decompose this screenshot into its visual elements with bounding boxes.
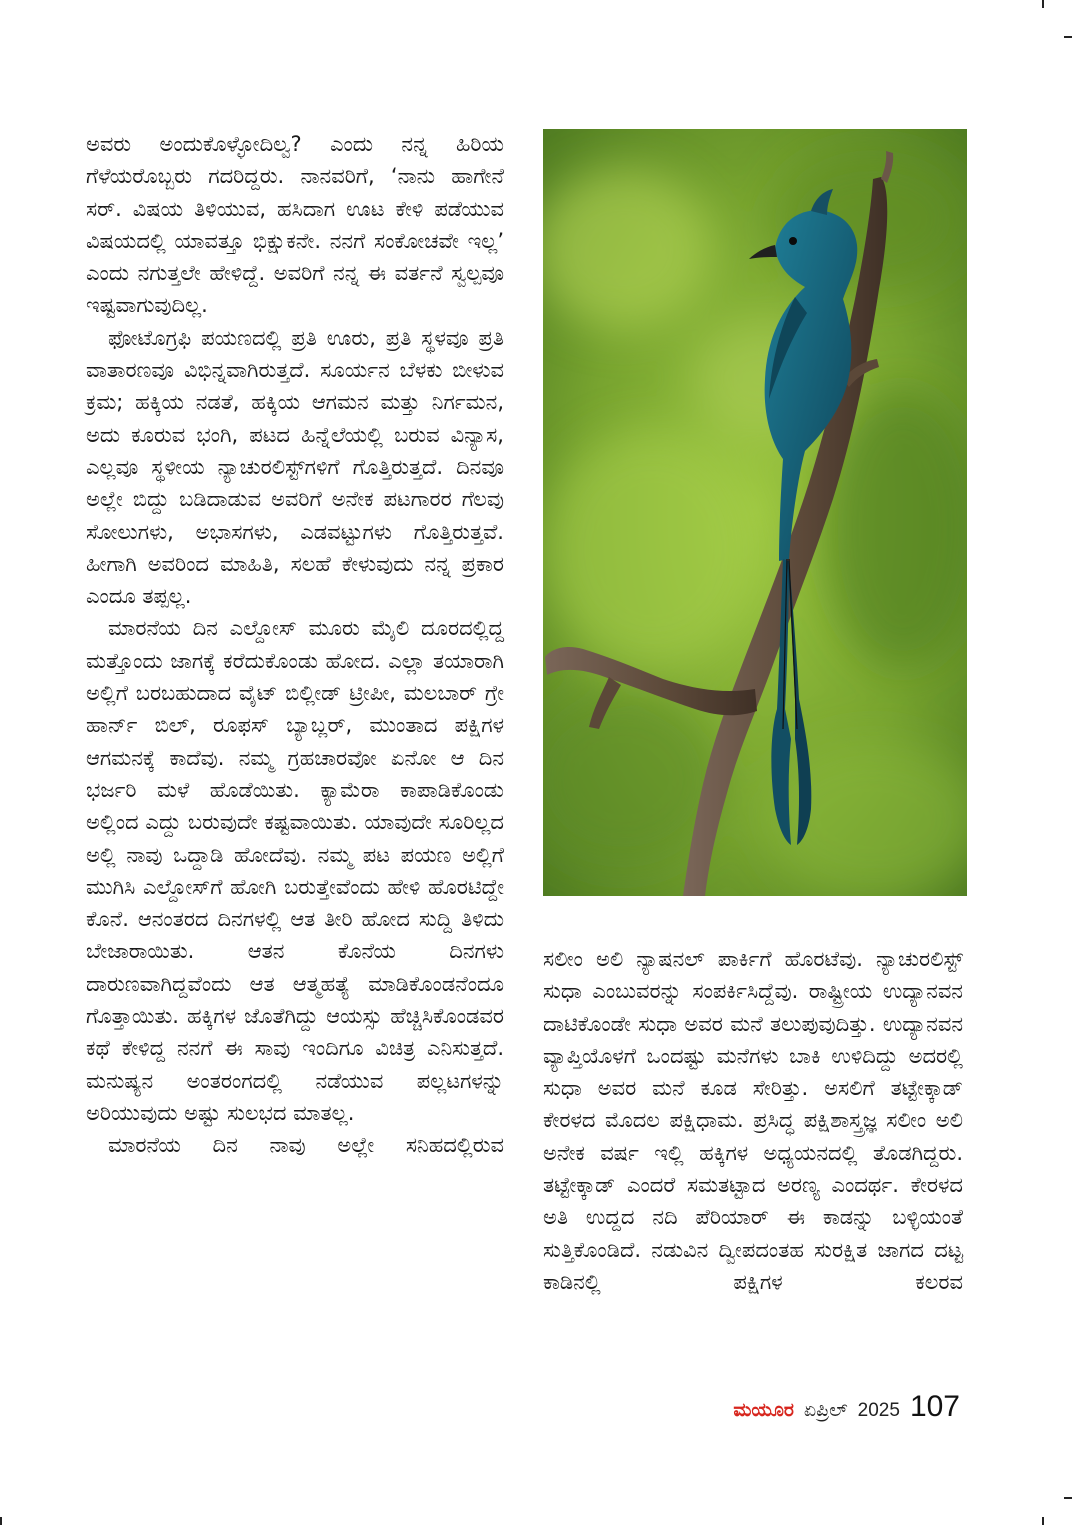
crop-mark [1042,1517,1044,1525]
footer [733,1390,960,1430]
paragraph: ಅವರು ಅಂದುಕೊಳ್ಳೋದಿಲ್ವ? ಎಂದು ನನ್ನ ಹಿರಿಯ ಗೆಳೆಯರೊಬ್ಬರು ಗದರಿದ್ದರು. ನಾನವರಿಗೆ, ‘ನಾನು ಹಾಗೇನೆ ಸರ್. ವಿಷಯ ತಿಳಿಯುವ, ಹಸಿದಾಗ ಊಟ ಕೇಳಿ ಪಡೆಯುವ ವಿಷಯದಲ್ಲಿ ಯಾವತ್ತೂ ಭಿಕ್ಷುಕನೇ. ನನಗೆ ಸಂಕೋಚವೇ ಇಲ್ಲ’ ಎಂದು ನಗುತ್ತಲೇ ಹೇಳಿದ್ದೆ. ಅವರಿಗೆ ನನ್ನ ಈ ವರ್ತನೆ ಸ್ವಲ್ಪವೂ ಇಷ್ಟವಾಗುವುದಿಲ್ಲ. [86,132,504,318]
paragraph: ಸಲೀಂ ಅಲಿ ನ್ಯಾಷನಲ್ ಪಾರ್ಕಿಗೆ ಹೊರಟೆವು. ನ್ಯಾಚುರಲಿಸ್ಟ್ ಸುಧಾ ಎಂಬುವರನ್ನು ಸಂಪರ್ಕಿಸಿದ್ದೆವು. ರಾಷ್ಟ್ರೀಯ ಉದ್ಯಾನವನ ದಾಟಿಕೊಂಡೇ ಸುಧಾ ಅವರ ಮನೆ ತಲುಪುವುದಿತ್ತು. ಉದ್ಯಾನವನ ವ್ಯಾಪ್ತಿಯೊಳಗೆ ಒಂದಷ್ಟು ಮನೆಗಳು ಬಾಕಿ ಉಳಿದಿದ್ದು ಅದರಲ್ಲಿ ಸುಧಾ ಅವರ ಮನೆ ಕೂಡ ಸೇರಿತ್ತು. ಅಸಲಿಗೆ ತಟ್ಟೇಕ್ಕಾಡ್ ಕೇರಳದ ಮೊದಲ ಪಕ್ಷಿಧಾಮ. ಪ್ರಸಿದ್ಧ ಪಕ್ಷಿಶಾಸ್ತ್ರಜ್ಞ ಸಲೀಂ ಅಲಿ ಅನೇಕ ವರ್ಷ ಇಲ್ಲಿ ಹಕ್ಕಿಗಳ ಅಧ್ಯಯನದಲ್ಲಿ ತೊಡಗಿದ್ದರು. ತಟ್ಟೇಕ್ಕಾಡ್ ಎಂದರೆ ಸಮತಟ್ಟಾದ ಅರಣ್ಯ ಎಂದರ್ಥ. ಕೇರಳದ ಅತಿ ಉದ್ದದ ನದಿ ಪೆರಿಯಾರ್ ಈ ಕಾಡನ್ನು ಬಳ್ಳಿಯಂತೆ ಸುತ್ತಿಕೊಂಡಿದೆ. ನಡುವಿನ ದ್ವೀಪದಂತಹ ಸುರಕ್ಷಿತ ಜಾಗದ ದಟ್ಟ ಕಾಡಿನಲ್ಲಿ ಪಕ್ಷಿಗಳ ಕಲರವ [543,947,963,1294]
crop-mark [0,1517,2,1525]
left-column [86,128,504,1162]
paragraph: ಫೋಟೊಗ್ರಫಿ ಪಯಣದಲ್ಲಿ ಪ್ರತಿ ಊರು, ಪ್ರತಿ ಸ್ಥಳವೂ ಪ್ರತಿ ವಾತಾರಣವೂ ವಿಭಿನ್ನವಾಗಿರುತ್ತದೆ. ಸೂರ್ಯನ ಬೆಳಕು ಬೀಳುವ ಕ್ರಮ; ಹಕ್ಕಿಯ ನಡತೆ, ಹಕ್ಕಿಯ ಆಗಮನ ಮತ್ತು ನಿರ್ಗಮನ, ಅದು ಕೂರುವ ಭಂಗಿ, ಪಟದ ಹಿನ್ನೆಲೆಯಲ್ಲಿ ಬರುವ ವಿನ್ಯಾಸ, ಎಲ್ಲವೂ ಸ್ಥಳೀಯ ನ್ಯಾಚುರಲಿಸ್ಟ್‌ಗಳಿಗೆ ಗೊತ್ತಿರುತ್ತದೆ. ದಿನವೂ ಅಲ್ಲೇ ಬಿದ್ದು ಬಡಿದಾಡುವ ಅವರಿಗೆ ಅನೇಕ ಪಟಗಾರರ ಗೆಲವು ಸೋಲುಗಳು, ಅಭಾಸಗಳು, ಎಡವಟ್ಟುಗಳು ಗೊತ್ತಿರುತ್ತವೆ. ಹೀಗಾಗಿ ಅವರಿಂದ ಮಾಹಿತಿ, ಸಲಹೆ ಕೇಳುವುದು ನನ್ನ ಪ್ರಕಾರ ಎಂದೂ ತಪ್ಪಲ್ಲ. [86,325,504,609]
crop-mark [1064,36,1072,38]
crop-mark [1042,0,1044,8]
issue-year: 2025 [857,1400,900,1421]
paragraph: ಮಾರನೆಯ ದಿನ ನಾವು ಅಲ್ಲೇ ಸನಿಹದಲ್ಲಿರುವ [108,1133,504,1158]
page-number: 107 [909,1390,960,1423]
issue-month: ಏಪ್ರಿಲ್ [803,1399,848,1421]
right-column [543,943,963,1298]
magazine-brand: ಮಯೂರ [733,1399,794,1421]
crop-mark [1064,1497,1072,1499]
bird-photo [543,129,967,896]
paragraph: ಮಾರನೆಯ ದಿನ ಎಲ್ದೋಸ್ ಮೂರು ಮೈಲಿ ದೂರದಲ್ಲಿದ್ದ ಮತ್ತೊಂದು ಜಾಗಕ್ಕೆ ಕರೆದುಕೊಂಡು ಹೋದ. ಎಲ್ಲಾ ತಯಾರಾಗಿ ಅಲ್ಲಿಗೆ ಬರಬಹುದಾದ ವೈಟ್ ಬಿಲ್ಲೀಡ್ ಟ್ರೀಪೀ, ಮಲಬಾರ್ ಗ್ರೇ ಹಾರ್ನ್‌ ಬಿಲ್, ರೂಫಸ್ ಬ್ಯಾಬ್ಲರ್, ಮುಂತಾದ ಪಕ್ಷಿಗಳ ಆಗಮನಕ್ಕೆ ಕಾದೆವು. ನಮ್ಮ ಗ್ರಹಚಾರವೋ ಏನೋ ಆ ದಿನ ಭರ್ಜರಿ ಮಳೆ ಹೊಡೆಯಿತು. ಕ್ಯಾಮೆರಾ ಕಾಪಾಡಿಕೊಂಡು ಅಲ್ಲಿಂದ ಎದ್ದು ಬರುವುದೇ ಕಷ್ಟವಾಯಿತು. ಯಾವುದೇ ಸೂರಿಲ್ಲದ ಅಲ್ಲಿ ನಾವು ಒದ್ದಾಡಿ ಹೋದೆವು. ನಮ್ಮ ಪಟ ಪಯಣ ಅಲ್ಲಿಗೆ ಮುಗಿಸಿ ಎಲ್ದೋಸ್‌ಗೆ ಹೋಗಿ ಬರುತ್ತೇವೆಂದು ಹೇಳಿ ಹೊರಟಿದ್ದೇ ಕೊನೆ. ಆನಂತರದ ದಿನಗಳಲ್ಲಿ ಆತ ತೀರಿ ಹೋದ ಸುದ್ದಿ ತಿಳಿದು ಬೇಜಾರಾಯಿತು. ಆತನ ಕೊನೆಯ ದಿನಗಳು ದಾರುಣವಾಗಿದ್ದವೆಂದು ಆತ ಆತ್ಮಹತ್ಯೆ ಮಾಡಿಕೊಂಡನೆಂದೂ ಗೊತ್ತಾಯಿತು. ಹಕ್ಕಿಗಳ ಜೊತೆಗಿದ್ದು ಆಯಸ್ಸು ಹೆಚ್ಚಿಸಿಕೊಂಡವರ ಕಥೆ ಕೇಳಿದ್ದ ನನಗೆ ಈ ಸಾವು ಇಂದಿಗೂ ವಿಚಿತ್ರ ಎನಿಸುತ್ತದೆ. ಮನುಷ್ಯನ ಅಂತರಂಗದಲ್ಲಿ ನಡೆಯುವ ಪಲ್ಲಟಗಳನ್ನು ಅರಿಯುವುದು ಅಷ್ಟು ಸುಲಭದ ಮಾತಲ್ಲ. [86,616,504,1125]
